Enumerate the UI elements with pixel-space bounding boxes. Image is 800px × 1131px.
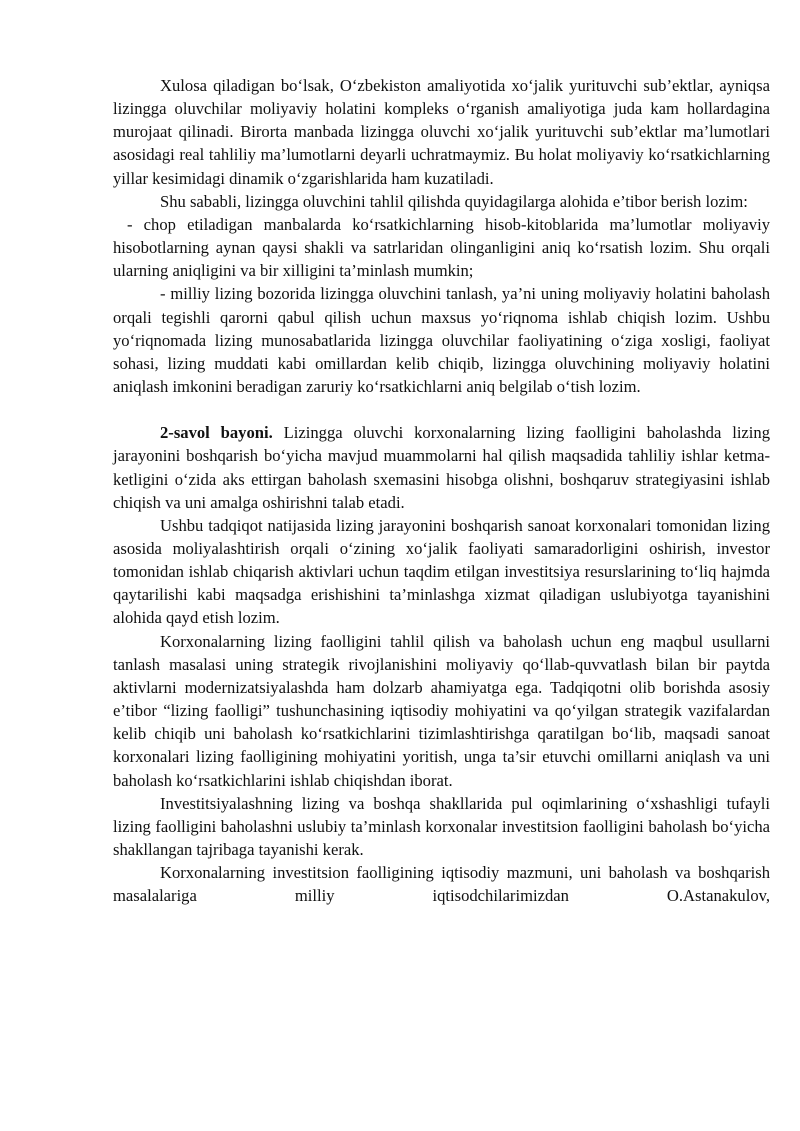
paragraph-investment-activity: Korxonalarning investitsion faolligining iqtisodiy mazmuni, uni baholash va boshqarish masalalariga milliy iqtisodchilarimizdan O.Astanakulov, bbox=[113, 863, 770, 906]
list-item-instruction: - milliy lizing bozorida lizingga oluvchini tanlash, ya’ni uning moliyaviy holatini baholash orqali tegishli qarorni qabul qilish uchun maxsus yo‘riqnoma ishlab chiqish lozim. Ushbu yo‘riqnomada lizing munosabatlarida lizingga oluvchilar faoliyatining o‘ziga xosligi, faoliyat sohasi, lizing muddati kabi omillardan kelib chiqib, lizingga oluvchining moliyaviy holatini aniqlash imkonini beradigan zaruriy ko‘rsatkichlarni aniq belgilab o‘tish lozim. bbox=[113, 284, 770, 397]
list-item-sources: - chop etiladigan manbalarda ko‘rsatkichlarning hisob-kitoblarida ma’lumotlar moliyaviy hisobotlarning aynan qaysi shakli va satrlaridan olinganligini aniq ko‘rsatish lozim. Shu orqali ularning aniqligini va bir xilligini ta’minlash mumkin; bbox=[113, 214, 770, 281]
section-heading: 2-savol bayoni. bbox=[160, 423, 273, 443]
paragraph-question-2 bbox=[113, 421, 770, 514]
document-page bbox=[113, 74, 770, 907]
section-heading-body: Lizingga oluvchi korxonalarning lizing faolligini baholashda lizing jarayonini boshqarish bo‘yicha mavjud muammolarni hal qilish maqsadida tahliliy ishlar ketma-ketligini o‘zida aks ettirgan baholash sxemasini hisobga olishni, boshqaruv strategiyasini ishlab chiqish va uni amalga oshirishni talab etadi. bbox=[113, 423, 770, 512]
paragraph-investment-forms: Investitsiyalashning lizing va boshqa shakllarida pul oqimlarining o‘xshashligi tufayli lizing faolligini baholashni uslubiy ta’minlash korxonalar investitsion faolligini baholash bo‘yicha shakllangan tajribaga tayanishi kerak. bbox=[113, 793, 770, 859]
paragraph-conclusion: Xulosa qiladigan bo‘lsak, O‘zbekiston amaliyotida xo‘jalik yurituvchi sub’ektlar, ayniqsa lizingga oluvchilar moliyaviy holatini kompleks o‘rganish amaliyotiga juda kam hollardagina murojaat qilinadi. Birorta manbada lizingga oluvchi xo‘jalik yurituvchi sub’ektlar ma’lumotlari asosidagi real tahliliy ma’lumotlarni deyarli uchratmaymiz. Bu holat moliyaviy ko‘rsatkichlarning yillar kesimidagi dinamik o‘zgarishlarida ham kuzatiladi. bbox=[113, 76, 770, 188]
paragraph-attention: Shu sababli, lizingga oluvchini tahlil qilishda quyidagilarga alohida e’tibor berish lozim: bbox=[160, 191, 748, 211]
paragraph-research-result: Ushbu tadqiqot natijasida lizing jarayonini boshqarish sanoat korxonalari tomonidan lizing asosida moliyalashtirish orqali o‘zining xo‘jalik faoliyati samaradorligini oshirish, investor tomonidan ishlab chiqarish aktivlari uchun taqdim etilgan investitsiya resurslarining to‘liq hajmda qaytarilishi kabi maqsadga erishishini ta’minlashga xizmat qiladigan uslubiyotga tayanishini alohida qayd etish lozim. bbox=[113, 515, 770, 628]
paragraph-spacer bbox=[113, 398, 770, 421]
paragraph-methods: Korxonalarning lizing faolligini tahlil qilish va baholash uchun eng maqbul usullarni tanlash masalasi uning strategik rivojlanishini moliyaviy qo‘llab-quvvatlash bilan bir paytda aktivlarni modernizatsiyalashda ham dolzarb ahamiyatga ega. Tadqiqotni olib borishda asosiy e’tibor “lizing faolligi” tushunchasining iqtisodiy mohiyatini va qo‘yilgan strategik vazifalardan kelib chiqib uni baholash ko‘rsatkichlarini tizimlashtirishga qaratilgan bo‘lib, maqsadi sanoat korxonalari lizing faolligining mohiyatini yoritish, unga ta’sir etuvchi omillarni aniqlash va uni baholash ko‘rsatkichlarini ishlab chiqishdan iborat. bbox=[113, 631, 770, 790]
